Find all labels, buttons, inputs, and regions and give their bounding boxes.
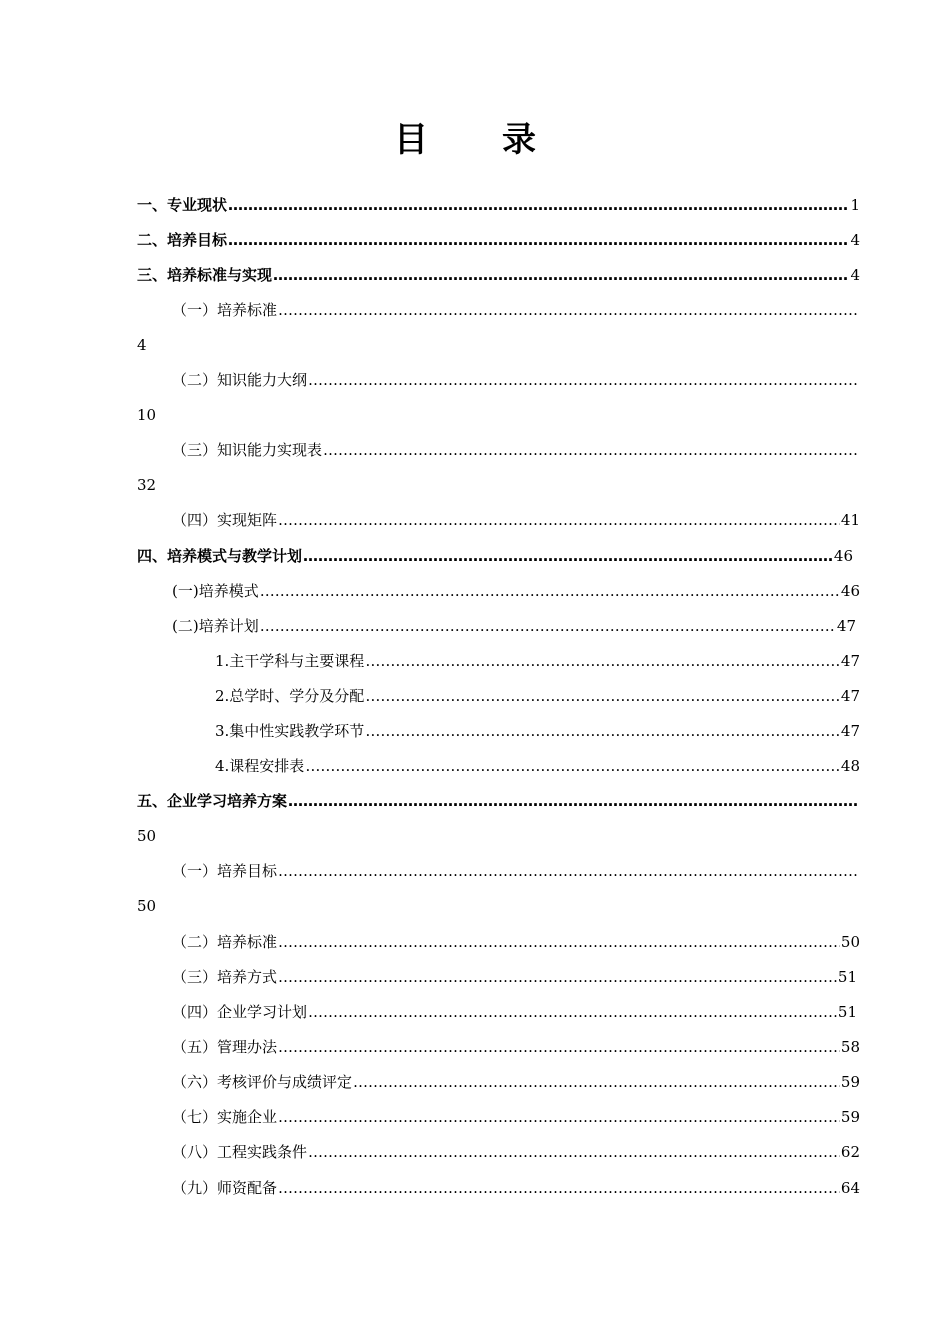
toc-entry-label: 3.集中性实践教学环节 [215, 722, 365, 740]
toc-entry-page: 50 [840, 933, 860, 951]
toc-leader-dots [365, 649, 840, 673]
toc-entry-label: 三、培养标准与实现 [137, 266, 273, 284]
toc-entry-5-2[interactable] [172, 930, 860, 954]
toc-entry-label: （二）培养标准 [172, 933, 278, 951]
toc-leader-dots [260, 614, 836, 638]
toc-entry-page: 46 [833, 547, 853, 565]
toc-entry-label: 1.主干学科与主要课程 [215, 652, 365, 670]
toc-entry-label: （五）管理办法 [172, 1038, 278, 1056]
toc-entry-page: 4 [137, 336, 147, 354]
toc-entry-label: 四、培养模式与教学计划 [137, 547, 303, 565]
toc-entry-page: 1 [850, 196, 860, 214]
toc-entry-page: 59 [840, 1073, 860, 1091]
toc-leader-dots [308, 1000, 837, 1024]
toc-entry-label: (一)培养模式 [172, 582, 259, 600]
toc-entry-label: 二、培养目标 [137, 231, 228, 249]
toc-entry-5-5[interactable] [172, 1035, 860, 1059]
toc-leader-dots [365, 719, 840, 743]
toc-entry-page: 32 [137, 476, 157, 494]
toc-entry-1[interactable] [137, 193, 860, 217]
toc-leader-dots [278, 930, 840, 954]
toc-entry-4-2-4[interactable] [215, 754, 860, 778]
toc-entry-page: 58 [840, 1038, 860, 1056]
toc-entry-page: 4 [850, 231, 860, 249]
toc-entry-page: 4 [850, 266, 860, 284]
toc-entry-3-3[interactable] [172, 438, 860, 462]
toc-entry-label: （四）实现矩阵 [172, 511, 278, 529]
toc-entry-page: 64 [840, 1179, 860, 1197]
toc-leader-dots [323, 438, 859, 462]
toc-entry-label: （七）实施企业 [172, 1108, 278, 1126]
toc-entry-5-6[interactable] [172, 1070, 860, 1094]
toc-leader-dots [305, 754, 840, 778]
toc-entry-5-8[interactable] [172, 1140, 860, 1164]
toc-leader-dots [353, 1070, 840, 1094]
toc-entry-4-2-3[interactable] [215, 719, 860, 743]
toc-entry-label: （九）师资配备 [172, 1179, 278, 1197]
toc-entry-page: 46 [840, 582, 860, 600]
toc-entry-page: 50 [137, 827, 157, 845]
toc-entry-page: 48 [840, 757, 860, 775]
toc-entry-4[interactable] [137, 544, 853, 568]
toc-entry-5-4[interactable] [172, 1000, 857, 1024]
toc-entry-page: 51 [837, 1003, 857, 1021]
toc-leader-dots [260, 579, 840, 603]
toc-leader-dots [278, 1035, 840, 1059]
toc-entry-page: 10 [137, 406, 157, 424]
toc-entry-page: 41 [840, 511, 860, 529]
toc-leader-dots [278, 859, 859, 883]
toc-leader-dots [303, 544, 833, 568]
toc-entry-4-2-1[interactable] [215, 649, 860, 673]
toc-entry-label: (二)培养计划 [172, 617, 259, 635]
toc-entry-label: 2.总学时、学分及分配 [215, 687, 365, 705]
toc-entry-3[interactable] [137, 263, 860, 287]
toc-entry-label: 五、企业学习培养方案 [137, 792, 288, 810]
toc-entry-page: 47 [840, 722, 860, 740]
toc-entry-page: 62 [840, 1143, 860, 1161]
toc-leader-dots [278, 1176, 840, 1200]
toc-leader-dots [278, 965, 837, 989]
toc-title: 目 录 [394, 120, 556, 160]
toc-entry-5[interactable] [137, 789, 860, 813]
toc-entry-page: 47 [840, 687, 860, 705]
toc-leader-dots [228, 228, 849, 252]
toc-entry-label: （四）企业学习计划 [172, 1003, 308, 1021]
toc-entry-label: （一）培养标准 [172, 301, 278, 319]
toc-entry-4-2[interactable] [172, 614, 856, 638]
toc-entry-label: （八）工程实践条件 [172, 1143, 308, 1161]
toc-entry-label: （三）培养方式 [172, 968, 278, 986]
toc-entry-page: 47 [840, 652, 860, 670]
toc-entry-4-1[interactable] [172, 579, 860, 603]
toc-entry-label: 一、专业现状 [137, 196, 228, 214]
toc-leader-dots [288, 789, 859, 813]
toc-entry-5-9[interactable] [172, 1176, 860, 1200]
toc-leader-dots [228, 193, 849, 217]
toc-entry-5-7[interactable] [172, 1105, 860, 1129]
toc-entry-label: （一）培养目标 [172, 862, 278, 880]
toc-entry-page: 50 [137, 897, 157, 915]
toc-entry-3-2[interactable] [172, 368, 860, 392]
toc-entry-5-1[interactable] [172, 859, 860, 883]
toc-entry-page: 47 [836, 617, 856, 635]
toc-entry-label: （六）考核评价与成绩评定 [172, 1073, 353, 1091]
toc-entry-3-4[interactable] [172, 508, 860, 532]
toc-leader-dots [308, 1140, 840, 1164]
toc-leader-dots [278, 1105, 840, 1129]
toc-entry-label: 4.课程安排表 [215, 757, 305, 775]
toc-leader-dots [365, 684, 840, 708]
toc-leader-dots [273, 263, 849, 287]
toc-leader-dots [308, 368, 859, 392]
toc-entry-3-1[interactable] [172, 298, 860, 322]
toc-entry-page: 51 [837, 968, 857, 986]
toc-entry-5-3[interactable] [172, 965, 857, 989]
toc-leader-dots [278, 298, 859, 322]
toc-leader-dots [278, 508, 840, 532]
toc-entry-page: 59 [840, 1108, 860, 1126]
toc-entry-4-2-2[interactable] [215, 684, 860, 708]
toc-entry-2[interactable] [137, 228, 860, 252]
toc-entry-label: （三）知识能力实现表 [172, 441, 323, 459]
toc-entry-label: （二）知识能力大纲 [172, 371, 308, 389]
